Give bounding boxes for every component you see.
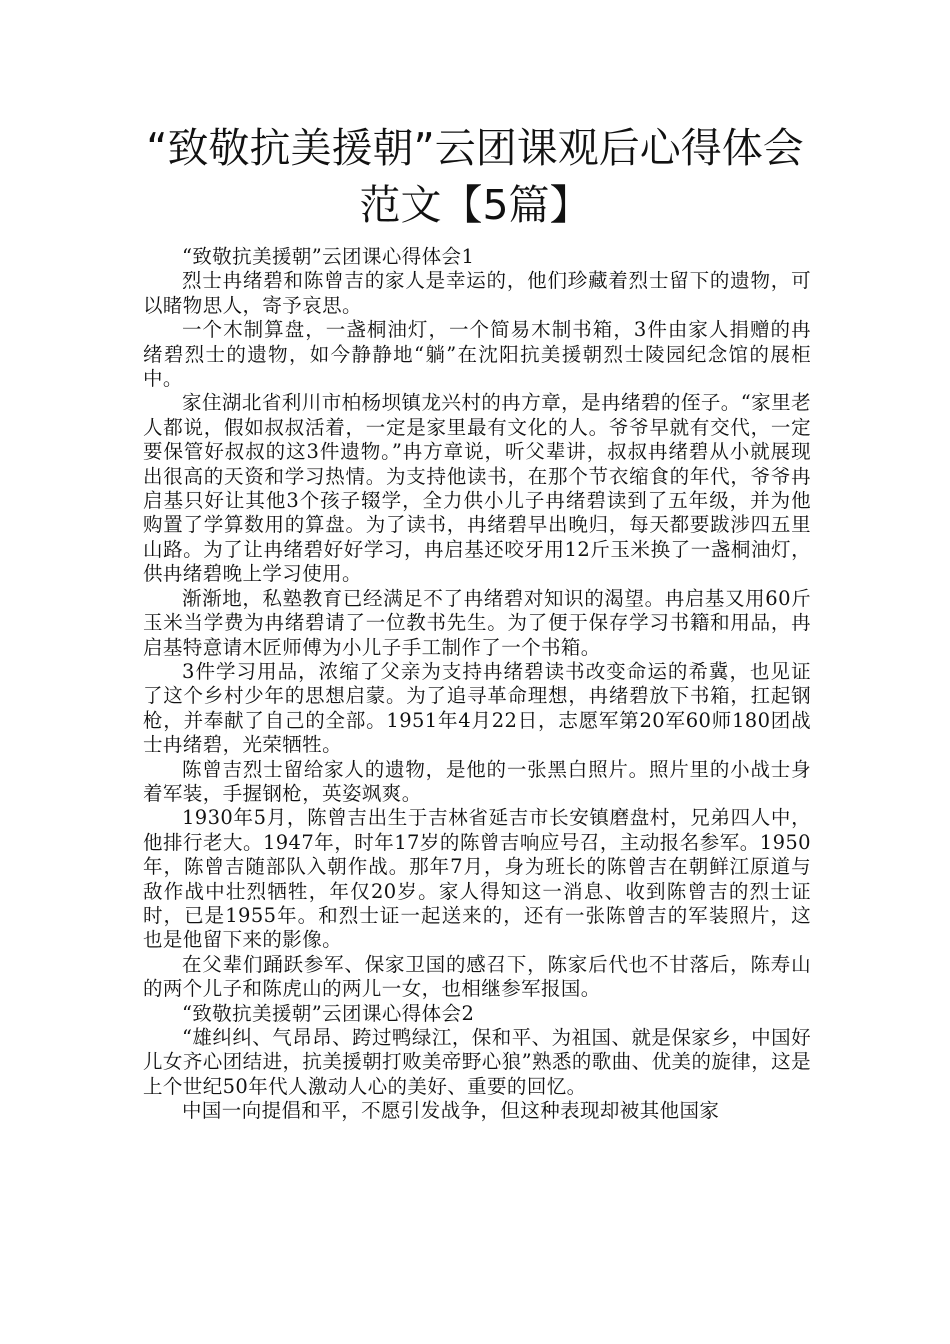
paragraph: 陈曾吉烈士留给家人的遗物，是他的一张黑白照片。照片里的小战士身着军装，手握钢枪，英姿飒爽。	[143, 757, 811, 805]
page-title	[100, 120, 850, 234]
paragraph: 一个木制算盘，一盏桐油灯，一个简易木制书箱，3件由家人捐赠的冉绪碧烈士的遗物，如今静静地“躺”在沈阳抗美援朝烈士陵园纪念馆的展柜中。	[143, 318, 811, 391]
section-heading-1: “致敬抗美援朝”云团课心得体会1	[182, 245, 475, 268]
paragraph: “雄纠纠、气昂昂、跨过鸭绿江，保和平、为祖国、就是保家乡，中国好儿女齐心团结进，抗美援朝打败美帝野心狼”熟悉的歌曲、优美的旋律，这是上个世纪50年代人激动人心的美好、重要的回忆。	[143, 1026, 811, 1098]
paragraph: 3件学习用品，浓缩了父亲为支持冉绪碧读书改变命运的希冀，也见证了这个乡村少年的思想启蒙。为了追寻革命理想，冉绪碧放下书箱，扛起钢枪，并奉献了自己的全部。1951年4月22日，志愿军第20军60师180团战士冉绪碧，光荣牺牲。	[143, 659, 811, 757]
paragraph: 在父辈们踊跃参军、保家卫国的感召下，陈家后代也不甘落后，陈寿山的两个儿子和陈虎山的两儿一女，也相继参军报国。	[143, 952, 811, 1001]
document-body	[143, 245, 811, 1124]
paragraph: 家住湖北省利川市柏杨坝镇龙兴村的冉方章，是冉绪碧的侄子。“家里老人都说，假如叔叔活着，一定是家里最有文化的人。爷爷早就有交代，一定要保管好叔叔的这3件遗物。”冉方章说，听父辈讲，叔叔冉绪碧从小就展现出很高的天资和学习热情。为支持他读书，在那个节衣缩食的年代，爷爷冉启基只好让其他3个孩子辍学，全力供小儿子冉绪碧读到了五年级，并为他购置了学算数用的算盘。为了读书，冉绪碧早出晚归，每天都要跋涉四五里山路。为了让冉绪碧好好学习，冉启基还咬牙用12斤玉米换了一盏桐油灯，供冉绪碧晚上学习使用。	[143, 391, 811, 586]
title-line-1: “致敬抗美援朝”云团课观后心得体会	[146, 124, 804, 172]
paragraph: 渐渐地，私塾教育已经满足不了冉绪碧对知识的渴望。冉启基又用60斤玉米当学费为冉绪碧请了一位教书先生。为了便于保存学习书籍和用品，冉启基特意请木匠师傅为小儿子手工制作了一个书箱。	[143, 586, 811, 659]
paragraph: 中国一向提倡和平，不愿引发战争，但这种表现却被其他国家	[182, 1099, 720, 1123]
section-heading-2: “致敬抗美援朝”云团课心得体会2	[182, 1001, 475, 1025]
title-line-2: 范文【5篇】	[359, 181, 591, 229]
paragraph: 烈士冉绪碧和陈曾吉的家人是幸运的，他们珍藏着烈士留下的遗物，可以睹物思人，寄予哀思。	[143, 269, 811, 317]
paragraph: 1930年5月，陈曾吉出生于吉林省延吉市长安镇磨盘村，兄弟四人中，他排行老大。1947年，时年17岁的陈曾吉响应号召，主动报名参军。1950年，陈曾吉随部队入朝作战。那年7月，身为班长的陈曾吉在朝鲜江原道与敌作战中壮烈牺牲，年仅20岁。家人得知这一消息、收到陈曾吉的烈士证时，已是1955年。和烈士证一起送来的，还有一张陈曾吉的军装照片，这也是他留下来的影像。	[143, 806, 811, 952]
